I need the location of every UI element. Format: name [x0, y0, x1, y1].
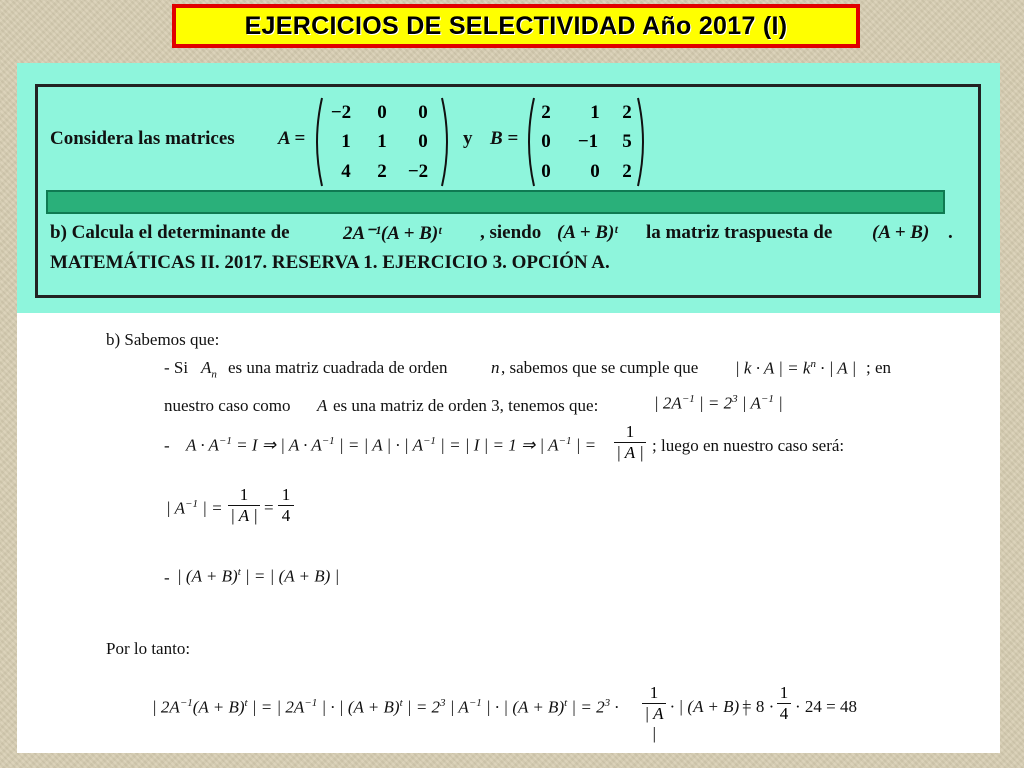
matrix-b-cell: 0	[590, 161, 600, 182]
fraction: $\frac{1}{| A |}$	[228, 485, 260, 526]
math-expr: | $2A^{-1}(A + B)^t$ | = | $2A^{-1}$ | · | $(A + B)^t$ | = $2^3$ | $A^{-1}$ | · | $(A + B)^t$ | = $2^3$ ·	[152, 697, 619, 717]
title-banner	[172, 4, 860, 48]
matrix-a-cell: 0	[418, 102, 428, 123]
part-b-text: la matriz traspuesta de	[646, 222, 833, 243]
part-b-expr: (A + B)	[872, 222, 930, 243]
matrix-a-cell: 1	[377, 131, 387, 152]
highlight-bar	[46, 190, 945, 214]
part-b-text: b) Calcula el determinante de	[50, 222, 290, 243]
math-expr: | $A^{-1}$ | =	[166, 498, 223, 518]
math-expr: =	[264, 498, 274, 517]
fraction: $\frac{1}{| A |}$	[614, 422, 646, 463]
matrix-b-cell: 0	[541, 161, 551, 182]
conjunction: y	[463, 128, 473, 149]
matrix-b-cell: 0	[541, 131, 551, 152]
matrix-b-cell: 1	[590, 102, 600, 123]
math-expr: | $2A^{-1}$ | = $2^3$ | $A^{-1}$ |	[654, 393, 783, 413]
math-expr: · | (A + B) |	[670, 697, 749, 716]
matrix-a-cell: 1	[341, 131, 351, 152]
math-expr: | $(A + B)^t$ | = | (A + B) |	[177, 566, 340, 586]
solution-text: -	[164, 436, 170, 455]
matrix-b-cell: 2	[622, 161, 632, 182]
fraction: $\frac{1}{| A |}$	[642, 683, 666, 744]
math-expr: · 24 = 48	[795, 697, 857, 716]
problem-intro: Considera las matrices	[50, 128, 235, 149]
exam-source: MATEMÁTICAS II. 2017. RESERVA 1. EJERCICIO 3. OPCIÓN A.	[50, 252, 610, 273]
math-expr: $A \cdot A^{-1} = I$ ⇒ | $A \cdot A^{-1}$ | = | A | · | $A^{-1}$ | = | I | = 1 ⇒ | $A^{-1}$ | =	[186, 435, 597, 455]
solution-text: ; en	[866, 358, 892, 377]
fraction: $\frac{1}{4}$	[777, 683, 791, 724]
part-b-expr: (A + B)ᵗ	[557, 222, 618, 243]
matrix-a-cell: 2	[377, 161, 387, 182]
math-expr: $A_n$	[201, 358, 217, 381]
solution-text: nuestro caso como	[164, 396, 291, 415]
solution-intro: b) Sabemos que:	[106, 330, 220, 349]
solution-text: A	[317, 396, 328, 415]
conclusion-text: Por lo tanto:	[106, 639, 191, 658]
solution-text: es una matriz de orden 3, tenemos que:	[333, 396, 599, 415]
matrix-b-label: B =	[490, 128, 519, 149]
solution-text: , sabemos que se cumple que	[501, 358, 699, 377]
solution-text: - Si	[164, 358, 189, 377]
solution-text: -	[164, 568, 170, 587]
matrix-b-cell: 2	[541, 102, 551, 123]
matrix-a-label: A =	[278, 128, 306, 149]
solution-text: n	[491, 358, 500, 377]
part-b-text: , siendo	[480, 222, 542, 243]
solution-text: ; luego en nuestro caso será:	[652, 436, 845, 455]
matrix-a-cell: 4	[341, 161, 351, 182]
matrix-b-cell: −1	[577, 131, 599, 152]
page-title: EJERCICIOS DE SELECTIVIDAD Año 2017 (I)	[244, 11, 788, 40]
matrix-a-cell: 0	[418, 131, 428, 152]
math-expr: | k · A | = $k^n$ · | A |	[735, 358, 857, 378]
matrix-a-cell: −2	[407, 161, 429, 182]
part-b-text: .	[948, 222, 953, 243]
matrix-a-cell: 0	[377, 102, 387, 123]
matrix-b-cell: 2	[622, 102, 632, 123]
part-b-expr: 2A⁻¹(A + B)ᵗ	[343, 223, 442, 244]
math-expr: = 8 ·	[742, 697, 775, 716]
fraction: $\frac{1}{4}$	[278, 485, 294, 526]
matrix-b-cell: 5	[622, 131, 632, 152]
solution-text: es una matriz cuadrada de orden	[228, 358, 448, 377]
matrix-a-cell: −2	[330, 102, 352, 123]
